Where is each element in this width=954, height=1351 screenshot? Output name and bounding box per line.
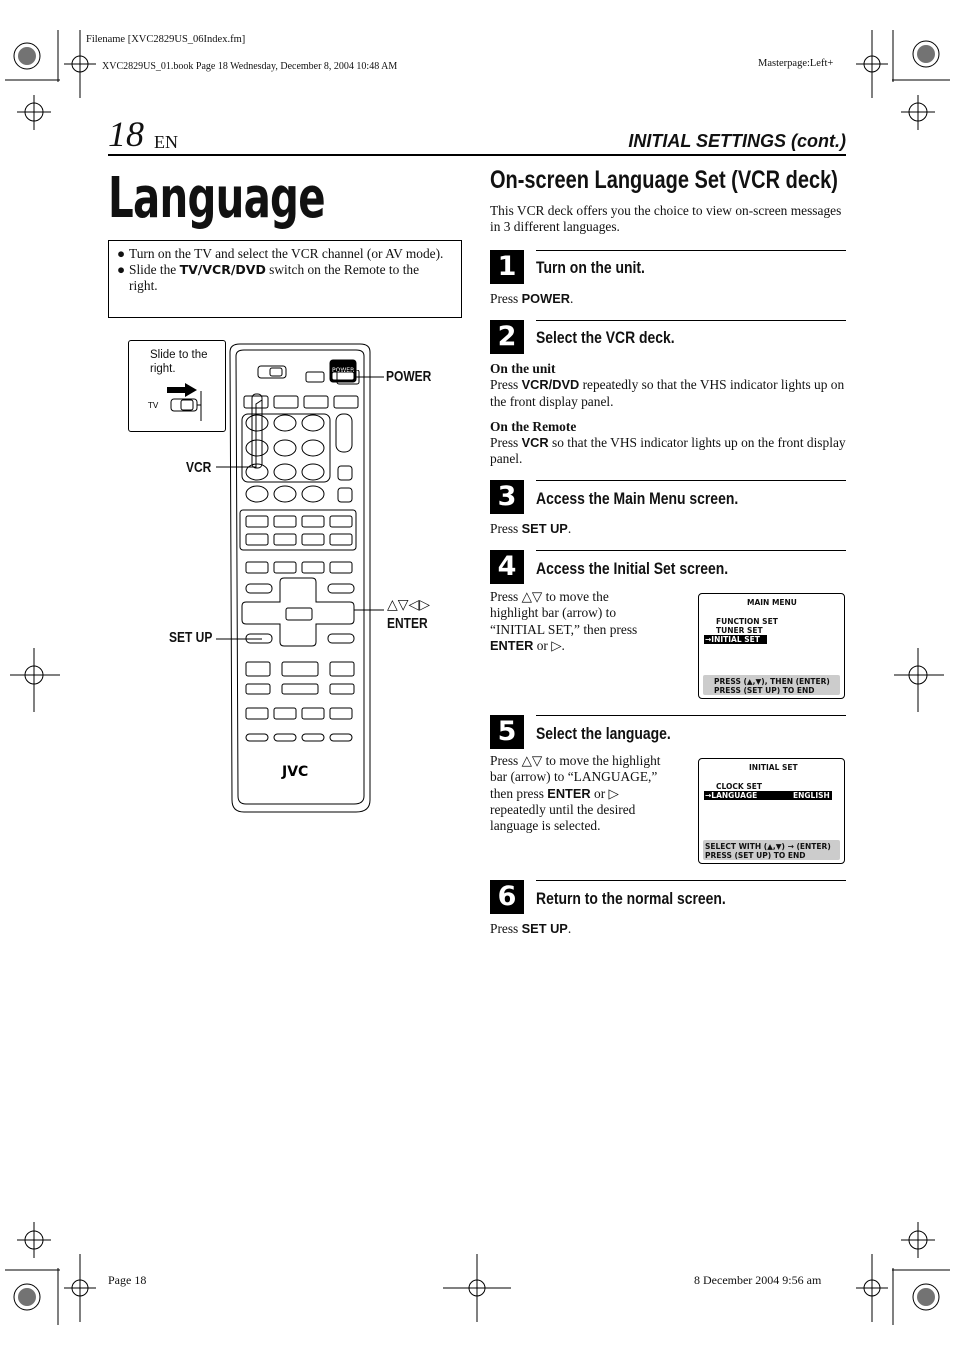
section-subtitle: On-screen Language Set (VCR deck) [490,166,838,194]
step-rule [536,320,846,321]
unit-heading: On the unit [490,361,556,376]
step-title: Access the Main Menu screen. [536,489,739,508]
main-menu-screen [698,593,845,699]
power-callout-label: POWER [386,368,432,385]
power-key-label: POWER [332,367,355,374]
initial-set-screen [698,758,845,864]
step-body: Press SET UP. [490,521,572,536]
step-body: Press △▽ to move the highlight bar (arrow) to “INITIAL SET,” then press ENTER or ▷. [490,589,638,653]
enter-callout-label: ENTER [387,615,428,632]
step-number: 2 [490,320,524,354]
step-rule [536,480,846,481]
header-rule [108,154,846,156]
step-rule [536,715,846,716]
osd-footer: SELECT WITH (▲,▼) → (ENTER) PRESS (SET UP) TO END [703,840,840,860]
bullet-icon: ● [117,262,126,277]
step-rule [536,880,846,881]
osd-item-selected: →INITIAL SET [704,635,767,644]
osd-item: TUNER SET [716,626,763,635]
step-title: Select the VCR deck. [536,328,675,347]
arrows-callout-label: △▽◁▷ [387,597,431,613]
slide-callout-text: Slide to the right. [150,349,208,375]
vcr-callout-label: VCR [186,459,212,476]
step-body: Press SET UP. [490,921,572,936]
setup-callout-label: SET UP [169,629,213,646]
step-number: 5 [490,715,524,749]
page-title: Language [108,166,325,231]
footer-page-text: Page 18 [108,1273,147,1287]
filename-text: Filename [XVC2829US_06Index.fm] [86,34,246,45]
jvc-logo: JVC [282,764,309,780]
masterpage-text: Masterpage:Left+ [758,58,834,69]
step-number: 3 [490,480,524,514]
leader-lines [200,370,390,650]
page-number: 18 [108,114,144,154]
step-title: Turn on the unit. [536,258,645,277]
step-title: Access the Initial Set screen. [536,559,729,578]
osd-title: INITIAL SET [749,763,798,772]
language-value: ENGLISH [793,791,830,800]
book-line-text: XVC2829US_01.book Page 18 Wednesday, December 8, 2004 10:48 AM [102,61,398,72]
intro-text: This VCR deck offers you the choice to view on-screen messages in 3 different languages. [490,203,842,234]
prerequisite-item: ● Slide the TV/VCR/DVD switch on the Remote to the right. [117,262,420,293]
prerequisite-box [108,240,462,318]
step-rule [536,250,846,251]
tv-label: TV [148,401,159,410]
page-lang: EN [154,132,178,152]
osd-footer: PRESS (▲,▼), THEN (ENTER) PRESS (SET UP) TO END [703,675,840,695]
step-number: 6 [490,880,524,914]
footer-date-text: 8 December 2004 9:56 am [694,1273,822,1287]
osd-title: MAIN MENU [747,598,797,607]
step-body: Press △▽ to move the highlight bar (arrow) to “LANGUAGE,” then press ENTER or ▷ repeatedly until the desired language is selected. [490,753,661,834]
step-number: 1 [490,250,524,284]
osd-item: CLOCK SET [716,782,762,791]
section-title: INITIAL SETTINGS (cont.) [628,131,846,151]
osd-item-selected: →LANGUAGE ENGLISH [704,791,832,800]
remote-heading: On the Remote [490,418,577,434]
step-number: 4 [490,550,524,584]
bullet-icon: ● [117,246,126,261]
step-title: Return to the normal screen. [536,889,726,908]
prerequisite-item: ● Turn on the TV and select the VCR channel (or AV mode). [117,246,444,261]
osd-item: FUNCTION SET [716,617,778,626]
step-body: On the unit Press VCR/DVD repeatedly so that the VHS indicator lights up on the front display panel. On the Remote Press VCR so that the VHS indicator lights up on the front display panel. [490,361,846,467]
step-title: Select the language. [536,724,671,743]
step-rule [536,550,846,551]
step-body: Press POWER. [490,291,574,306]
